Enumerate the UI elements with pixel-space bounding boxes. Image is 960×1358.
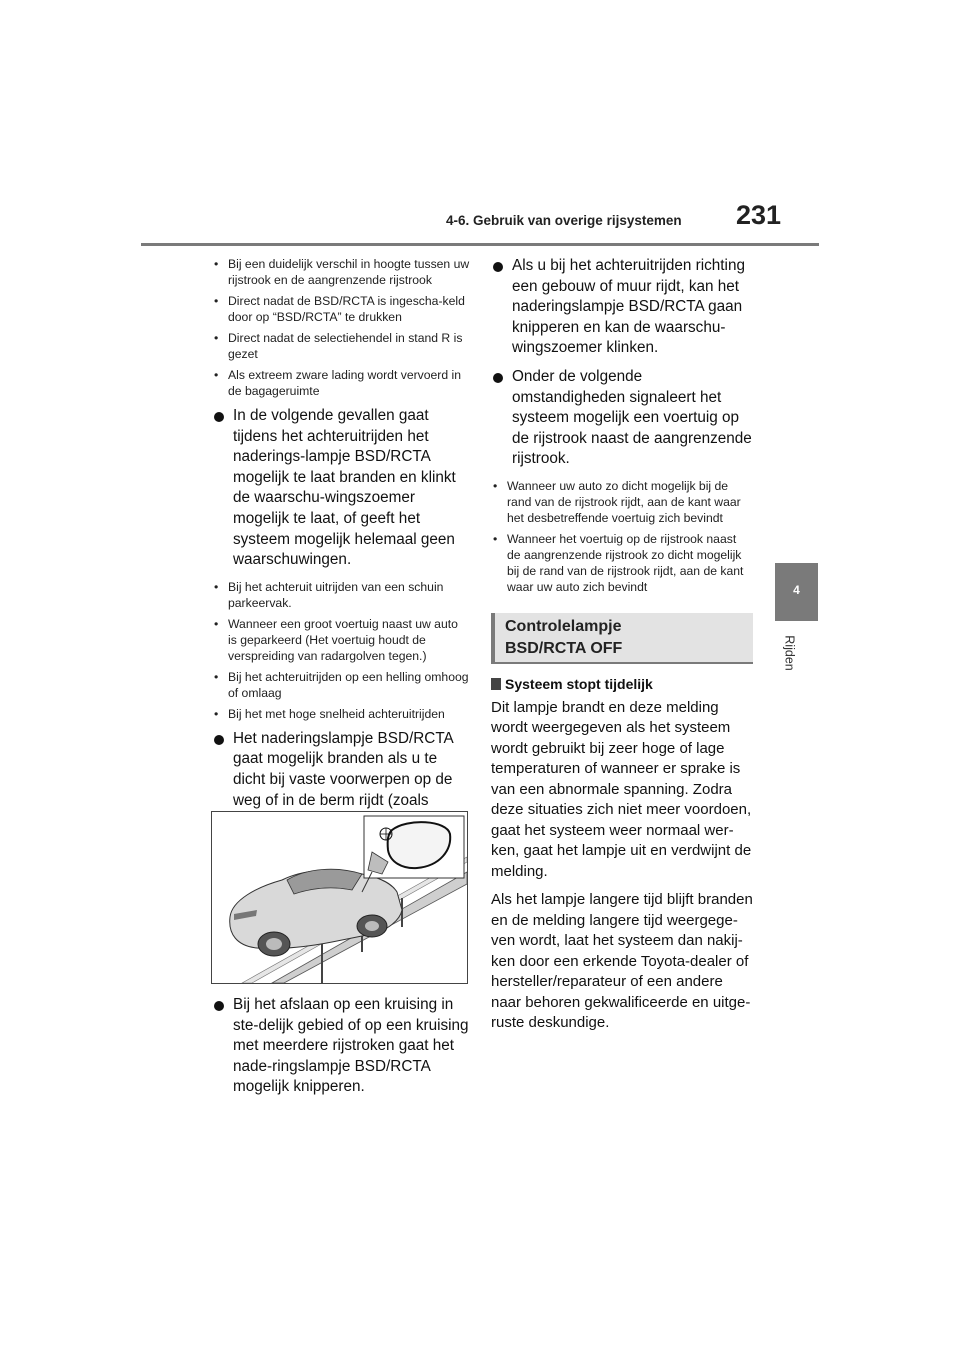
chapter-label-text: Rijden bbox=[782, 635, 797, 671]
bullet-text: Bij het afslaan op een kruising in ste-delijk gebied of op een kruising met meerdere rijstroken gaat het nade-ringslampje BSD/RCTA mogelijk knipperen. bbox=[233, 996, 469, 1096]
list-item: • Direct nadat de BSD/RCTA is ingescha-keld door op “BSD/RCTA” te drukken bbox=[212, 293, 470, 325]
list-item: • Direct nadat de selectiehendel in stand R is gezet bbox=[212, 330, 470, 362]
list-item: • Bij het achteruit uitrijden van een schuin parkeervak. bbox=[212, 579, 470, 611]
illustration-svg bbox=[212, 812, 467, 983]
bullet-item bbox=[212, 995, 470, 1098]
bullet-dot-icon bbox=[214, 412, 224, 422]
section-heading-line1: Controlelampje bbox=[505, 617, 622, 635]
subheading: Systeem stopt tijdelijk bbox=[491, 676, 753, 692]
list-item: • Bij het achteruitrijden op een helling omhoog of omlaag bbox=[212, 669, 470, 701]
right-column bbox=[491, 256, 753, 1038]
bullet-dot-icon bbox=[214, 735, 224, 745]
bullet-text: Onder de volgende omstandigheden signaleert het systeem mogelijk een voertuig op de rijstrook naast de aangrenzende rijstrook. bbox=[512, 367, 752, 468]
list-item: • Wanneer een groot voertuig naast uw auto is geparkeerd (Het voertuig houdt de verspreiding van radargolven tegen.) bbox=[212, 616, 470, 664]
section-title: 4-6. Gebruik van overige rijsystemen bbox=[446, 213, 682, 228]
list-item: • Bij het met hoge snelheid achteruitrijden bbox=[212, 706, 470, 722]
bullet-text: In de volgende gevallen gaat tijdens het achteruitrijden het naderings-lampje BSD/RCTA mogelijk te laat branden en klinkt de waarschu-wingszoemer mogelijk te laat, of geeft het systeem mogelijk helemaal geen waarschuwingen. bbox=[233, 407, 456, 569]
chapter-label bbox=[780, 630, 810, 680]
bullet-item bbox=[491, 256, 753, 359]
paragraph: Dit lampje brandt en deze melding wordt weergegeven als het systeem wordt gebruikt bij zeer hoge of lage temperaturen of wanneer er sprake is van een abnormale spanning. Zodra deze situaties zich niet meer voordoen, gaat het systeem weer normaal wer-ken, gaat het lampje uit en verdwijnt de melding. bbox=[491, 698, 752, 880]
left-column bbox=[212, 256, 470, 860]
list-item: • Wanneer uw auto zo dicht mogelijk bij de rand van de rijstrook rijdt, aan de kant waar het desbetreffende voertuig zich bevindt bbox=[491, 478, 753, 526]
bullet-dot-icon bbox=[214, 1001, 224, 1011]
page-number: 231 bbox=[736, 200, 782, 230]
list-item: • Als extreem zware lading wordt vervoerd in de bagageruimte bbox=[212, 367, 470, 399]
bullet-dot-icon bbox=[493, 373, 503, 383]
section-heading-box bbox=[491, 613, 753, 664]
bullet-item bbox=[491, 367, 753, 470]
paragraph: Als het lampje langere tijd blijft branden en de melding langere tijd weergege-ven wordt, laat het systeem dan nakij-ken door een erkende Toyota-dealer of hersteller/reparateur of een andere naar behoren gekwalificeerde en uitge-ruste deskundige. bbox=[491, 891, 753, 1032]
list-item: • Bij een duidelijk verschil in hoogte tussen uw rijstrook en de aangrenzende rijstrook bbox=[212, 256, 470, 288]
car-near-guardrail-illustration bbox=[211, 811, 468, 984]
section-heading-line2: BSD/RCTA OFF bbox=[505, 639, 623, 657]
header-rule bbox=[141, 243, 819, 246]
chapter-number: 4 bbox=[793, 583, 800, 597]
bullet-text: Het naderingslampje BSD/RCTA gaat mogelijk branden als u te dicht bij vaste voorwerpen op de weg of in de berm rijdt (zoals bbox=[233, 729, 453, 809]
left-column-bottom bbox=[212, 988, 470, 1106]
bullet-text: Als u bij het achteruitrijden richting een gebouw of muur rijdt, kan het naderingslampje BSD/RCTA gaan knipperen en kan de waarschu-wingszoemer klinken. bbox=[512, 257, 745, 357]
bullet-dot-icon bbox=[493, 262, 503, 272]
list-item: • Wanneer het voertuig op de rijstrook naast de aangrenzende rijstrook zo dicht mogelijk bij de rand van de rijstrook rijdt, aan de kant waar uw auto zich bevindt bbox=[491, 531, 753, 595]
bullet-item bbox=[212, 406, 470, 571]
